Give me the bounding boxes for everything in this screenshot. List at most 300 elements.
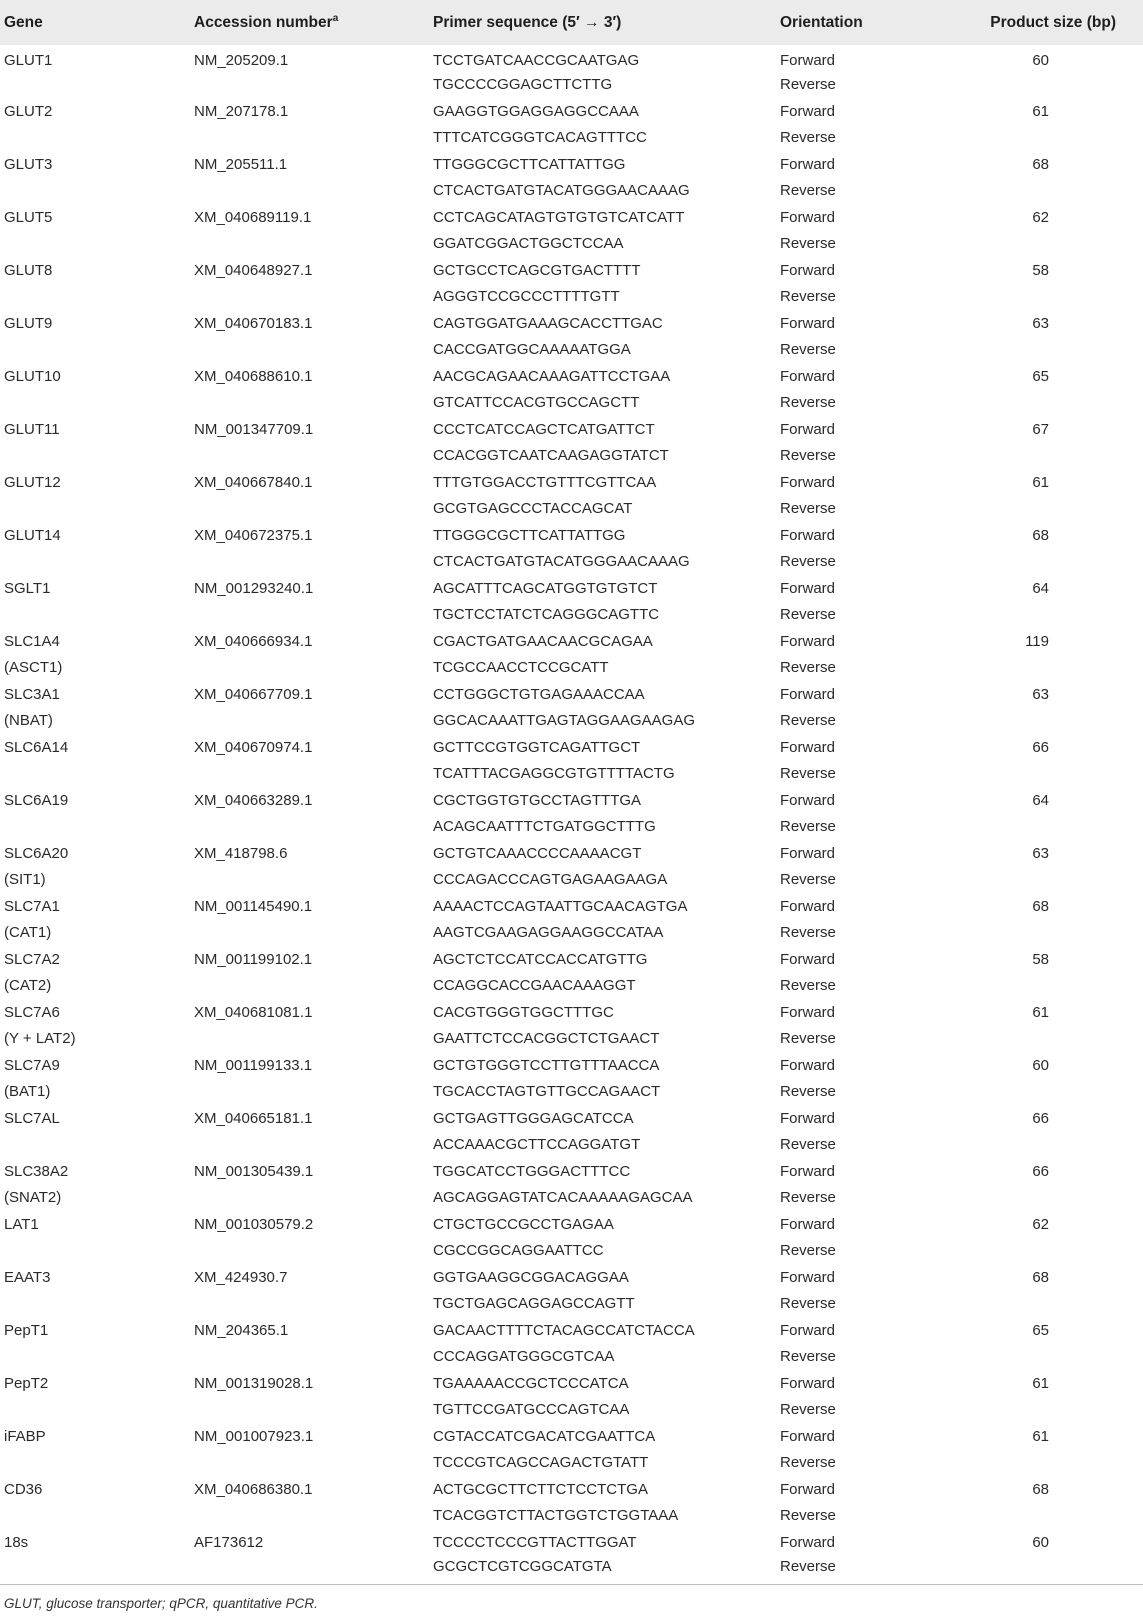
table-row-forward	[0, 1264, 1143, 1291]
gene-alias	[0, 549, 190, 576]
product-size-empty	[946, 867, 1143, 894]
accession-number: NM_001007923.1	[194, 1427, 314, 1445]
table-row-reverse	[0, 284, 1143, 311]
reverse-primer: TCGCCAACCTCCGCATT	[433, 659, 609, 677]
orientation-reverse: Reverse	[780, 553, 836, 571]
orientation-forward: Forward	[780, 1374, 836, 1392]
forward-primer: GCTGCCTCAGCGTGACTTTT	[433, 261, 641, 279]
product-size-empty	[946, 920, 1143, 947]
reverse-primer: CCCAGGATGGGCGTCAA	[433, 1348, 615, 1366]
table-row-reverse	[0, 337, 1143, 364]
product-size: 60	[1032, 1533, 1049, 1551]
table-bottom-rule	[0, 1584, 1143, 1585]
product-size-empty	[946, 1450, 1143, 1477]
table-row-forward	[0, 787, 1143, 814]
forward-primer: TGAAAAACCGCTCCCATCA	[433, 1374, 629, 1392]
product-size: 63	[1032, 314, 1049, 332]
orientation-reverse: Reverse	[780, 394, 836, 412]
product-size-empty	[946, 231, 1143, 258]
gene-name: GLUT3	[4, 155, 53, 173]
accession-empty	[190, 1238, 429, 1265]
table-row-forward	[0, 628, 1143, 655]
reverse-primer: CCACGGTCAATCAAGAGGTATCT	[433, 447, 669, 465]
table-row-reverse	[0, 1556, 1143, 1583]
orientation-reverse: Reverse	[780, 871, 836, 889]
accession-empty	[190, 125, 429, 152]
accession-empty	[190, 655, 429, 682]
orientation-forward: Forward	[780, 685, 836, 703]
accession-empty	[190, 231, 429, 258]
orientation-forward: Forward	[780, 1533, 836, 1551]
gene-name: SLC3A1	[4, 685, 60, 703]
table-row-reverse	[0, 231, 1143, 258]
gene-alias	[0, 125, 190, 152]
accession-empty	[190, 390, 429, 417]
gene-name: 18s	[4, 1533, 29, 1551]
orientation-forward: Forward	[780, 208, 836, 226]
header-product-size: Product size (bp)	[990, 13, 1116, 31]
table-row-reverse	[0, 761, 1143, 788]
orientation-forward: Forward	[780, 1215, 836, 1233]
table-row-reverse	[0, 920, 1143, 947]
orientation-forward: Forward	[780, 1003, 836, 1021]
accession-number: XM_040666934.1	[194, 632, 313, 650]
accession-empty	[190, 1450, 429, 1477]
gene-alias	[0, 1291, 190, 1318]
gene-alias	[0, 1397, 190, 1424]
orientation-forward: Forward	[780, 738, 836, 756]
product-size: 60	[1032, 1056, 1049, 1074]
orientation-forward: Forward	[780, 791, 836, 809]
product-size: 61	[1032, 1427, 1049, 1445]
accession-number: XM_040663289.1	[194, 791, 313, 809]
reverse-primer: TGCACCTAGTGTTGCCAGAACT	[433, 1083, 661, 1101]
product-size-empty	[946, 1291, 1143, 1318]
header-accession: Accession number$^a$	[194, 12, 339, 31]
orientation-reverse: Reverse	[780, 500, 836, 518]
reverse-primer: TGCTGAGCAGGAGCCAGTT	[433, 1295, 635, 1313]
accession-number: XM_040670183.1	[194, 314, 313, 332]
forward-primer: AGCATTTCAGCATGGTGTGTCT	[433, 579, 658, 597]
orientation-reverse: Reverse	[780, 765, 836, 783]
gene-alias	[0, 231, 190, 258]
product-size: 61	[1032, 473, 1049, 491]
forward-primer: TTGGGCGCTTCATTATTGG	[433, 155, 626, 173]
reverse-primer: ACAGCAATTTCTGATGGCTTTG	[433, 818, 656, 836]
product-size-empty	[946, 178, 1143, 205]
table-row-reverse	[0, 708, 1143, 735]
accession-number: NM_207178.1	[194, 102, 289, 120]
product-size: 61	[1032, 1374, 1049, 1392]
product-size-empty	[946, 549, 1143, 576]
orientation-reverse: Reverse	[780, 1348, 836, 1366]
gene-name: GLUT5	[4, 208, 53, 226]
gene-name: GLUT2	[4, 102, 53, 120]
table-row-forward	[0, 1476, 1143, 1503]
header-primer-sequence: Primer sequence (5′ → 3′)	[433, 13, 622, 31]
reverse-primer: CGCCGGCAGGAATTCC	[433, 1242, 604, 1260]
product-size: 66	[1032, 1162, 1049, 1180]
accession-empty	[190, 178, 429, 205]
orientation-reverse: Reverse	[780, 1401, 836, 1419]
orientation-reverse: Reverse	[780, 1295, 836, 1313]
orientation-forward: Forward	[780, 1056, 836, 1074]
gene-alias	[0, 1344, 190, 1371]
table-row-forward	[0, 310, 1143, 337]
product-size-empty	[946, 337, 1143, 364]
gene-alias	[0, 1450, 190, 1477]
gene-alias	[0, 1238, 190, 1265]
orientation-reverse: Reverse	[780, 1507, 836, 1525]
reverse-primer: GAATTCTCCACGGCTCTGAACT	[433, 1030, 660, 1048]
product-size-empty	[946, 1026, 1143, 1053]
table-row-forward	[0, 1052, 1143, 1079]
table-row-reverse	[0, 443, 1143, 470]
accession-empty	[190, 1185, 429, 1212]
table-row-forward	[0, 681, 1143, 708]
orientation-reverse: Reverse	[780, 1189, 836, 1207]
forward-primer: CAGTGGATGAAAGCACCTTGAC	[433, 314, 663, 332]
forward-primer: TTTGTGGACCTGTTTCGTTCAA	[433, 473, 657, 491]
table-row-forward	[0, 1370, 1143, 1397]
product-size: 66	[1032, 1109, 1049, 1127]
table-row-forward	[0, 1423, 1143, 1450]
table-row-forward	[0, 1211, 1143, 1238]
table-row-reverse	[0, 496, 1143, 523]
orientation-forward: Forward	[780, 51, 836, 69]
gene-name: GLUT1	[4, 51, 53, 69]
table-row-reverse	[0, 973, 1143, 1000]
forward-primer: TTGGGCGCTTCATTATTGG	[433, 526, 626, 544]
accession-empty	[190, 761, 429, 788]
reverse-primer: CTCACTGATGTACATGGGAACAAAG	[433, 553, 690, 571]
forward-primer: CCTCAGCATAGTGTGTGTCATCATT	[433, 208, 685, 226]
orientation-reverse: Reverse	[780, 288, 836, 306]
reverse-primer: AGGGTCCGCCCTTTTGTT	[433, 288, 620, 306]
gene-alias	[0, 284, 190, 311]
orientation-reverse: Reverse	[780, 924, 836, 942]
orientation-reverse: Reverse	[780, 1242, 836, 1260]
table-row-reverse	[0, 1026, 1143, 1053]
accession-number: XM_418798.6	[194, 844, 288, 862]
accession-number: NM_001199102.1	[194, 950, 313, 968]
accession-number: NM_205511.1	[194, 155, 288, 173]
accession-number: XM_424930.7	[194, 1268, 288, 1286]
accession-number: XM_040648927.1	[194, 261, 313, 279]
product-size-empty	[946, 655, 1143, 682]
forward-primer: AGCTCTCCATCCACCATGTTG	[433, 950, 648, 968]
accession-number: XM_040665181.1	[194, 1109, 313, 1127]
table-row-reverse	[0, 1132, 1143, 1159]
table-row-reverse	[0, 1450, 1143, 1477]
gene-name: EAAT3	[4, 1268, 51, 1286]
gene-alias	[0, 761, 190, 788]
product-size: 67	[1032, 420, 1049, 438]
orientation-reverse: Reverse	[780, 1083, 836, 1101]
reverse-primer: TGTTCCGATGCCCAGTCAA	[433, 1401, 630, 1419]
accession-empty	[190, 1079, 429, 1106]
forward-primer: CGTACCATCGACATCGAATTCA	[433, 1427, 656, 1445]
product-size-empty	[946, 973, 1143, 1000]
orientation-reverse: Reverse	[780, 977, 836, 995]
accession-empty	[190, 973, 429, 1000]
reverse-primer: CCAGGCACCGAACAAAGGT	[433, 977, 636, 995]
forward-primer: AACGCAGAACAAAGATTCCTGAA	[433, 367, 671, 385]
table-row-forward	[0, 840, 1143, 867]
gene-alias	[0, 337, 190, 364]
accession-empty	[190, 496, 429, 523]
gene-alias: (BAT1)	[4, 1083, 51, 1101]
orientation-forward: Forward	[780, 155, 836, 173]
orientation-reverse: Reverse	[780, 76, 836, 94]
forward-primer: CTGCTGCCGCCTGAGAA	[433, 1215, 614, 1233]
product-size-empty	[946, 125, 1143, 152]
forward-primer: TCCCCTCCCGTTACTTGGAT	[433, 1533, 637, 1551]
orientation-forward: Forward	[780, 1427, 836, 1445]
reverse-primer: CTCACTGATGTACATGGGAACAAAG	[433, 182, 690, 200]
orientation-forward: Forward	[780, 314, 836, 332]
product-size: 66	[1032, 738, 1049, 756]
orientation-reverse: Reverse	[780, 1030, 836, 1048]
table-row-reverse	[0, 390, 1143, 417]
accession-empty	[190, 602, 429, 629]
table-row-reverse	[0, 814, 1143, 841]
forward-primer: CGACTGATGAACAACGCAGAA	[433, 632, 653, 650]
orientation-reverse: Reverse	[780, 659, 836, 677]
gene-alias: (ASCT1)	[4, 659, 63, 677]
product-size: 62	[1032, 208, 1049, 226]
product-size-empty	[946, 1079, 1143, 1106]
accession-empty	[190, 1556, 429, 1583]
orientation-forward: Forward	[780, 367, 836, 385]
table-row-reverse	[0, 1344, 1143, 1371]
product-size: 61	[1032, 1003, 1049, 1021]
product-size-empty	[946, 1132, 1143, 1159]
forward-primer: GACAACTTTTCTACAGCCATCTACCA	[433, 1321, 695, 1339]
orientation-reverse: Reverse	[780, 235, 836, 253]
orientation-forward: Forward	[780, 526, 836, 544]
orientation-forward: Forward	[780, 420, 836, 438]
table-row-reverse	[0, 549, 1143, 576]
orientation-forward: Forward	[780, 632, 836, 650]
accession-number: XM_040688610.1	[194, 367, 313, 385]
product-size-empty	[946, 1185, 1143, 1212]
table-row-reverse	[0, 1185, 1143, 1212]
accession-number: NM_001305439.1	[194, 1162, 314, 1180]
table-row-forward	[0, 416, 1143, 443]
table-footnote: GLUT, glucose transporter; qPCR, quantitative PCR.	[4, 1596, 318, 1611]
gene-name: GLUT8	[4, 261, 53, 279]
table-row-forward	[0, 575, 1143, 602]
table-row-forward	[0, 98, 1143, 125]
orientation-forward: Forward	[780, 1268, 836, 1286]
accession-empty	[190, 549, 429, 576]
table-row-forward	[0, 151, 1143, 178]
gene-name: PepT1	[4, 1321, 49, 1339]
accession-empty	[190, 72, 429, 99]
product-size-empty	[946, 1344, 1143, 1371]
orientation-reverse: Reverse	[780, 129, 836, 147]
orientation-reverse: Reverse	[780, 606, 836, 624]
table-row-forward	[0, 893, 1143, 920]
product-size: 119	[1025, 632, 1049, 650]
gene-name: SGLT1	[4, 579, 51, 597]
accession-empty	[190, 708, 429, 735]
accession-number: NM_001145490.1	[194, 897, 313, 915]
orientation-forward: Forward	[780, 897, 836, 915]
accession-empty	[190, 284, 429, 311]
reverse-primer: CACCGATGGCAAAAATGGA	[433, 341, 631, 359]
product-size: 63	[1032, 685, 1049, 703]
gene-name: SLC6A20	[4, 844, 69, 862]
forward-primer: GCTTCCGTGGTCAGATTGCT	[433, 738, 641, 756]
accession-empty	[190, 1397, 429, 1424]
accession-number: XM_040681081.1	[194, 1003, 313, 1021]
gene-alias	[0, 390, 190, 417]
table-row-forward	[0, 999, 1143, 1026]
reverse-primer: GCGCTCGTCGGCATGTA	[433, 1558, 612, 1576]
table-row-forward	[0, 1105, 1143, 1132]
reverse-primer: AGCAGGAGTATCACAAAAAGAGCAA	[433, 1189, 693, 1207]
table-row-reverse	[0, 1397, 1143, 1424]
table-row-reverse	[0, 1079, 1143, 1106]
product-size-empty	[946, 602, 1143, 629]
reverse-primer: AAGTCGAAGAGGAAGGCCATAA	[433, 924, 664, 942]
reverse-primer: GGATCGGACTGGCTCCAA	[433, 235, 624, 253]
table-row-forward	[0, 204, 1143, 231]
orientation-reverse: Reverse	[780, 447, 836, 465]
orientation-reverse: Reverse	[780, 818, 836, 836]
table-row-forward	[0, 363, 1143, 390]
accession-empty	[190, 814, 429, 841]
product-size: 62	[1032, 1215, 1049, 1233]
product-size: 68	[1032, 155, 1049, 173]
orientation-forward: Forward	[780, 1162, 836, 1180]
reverse-primer: TTTCATCGGGTCACAGTTTCC	[433, 129, 647, 147]
orientation-forward: Forward	[780, 1321, 836, 1339]
forward-primer: GGTGAAGGCGGACAGGAA	[433, 1268, 629, 1286]
gene-name: GLUT12	[4, 473, 61, 491]
table-row-reverse	[0, 125, 1143, 152]
product-size: 61	[1032, 102, 1049, 120]
table-row-forward	[0, 469, 1143, 496]
table-row-reverse	[0, 867, 1143, 894]
table-row-forward	[0, 1529, 1143, 1556]
orientation-reverse: Reverse	[780, 1558, 836, 1576]
forward-primer: GCTGAGTTGGGAGCATCCA	[433, 1109, 634, 1127]
gene-name: SLC6A14	[4, 738, 69, 756]
accession-number: NM_001347709.1	[194, 420, 314, 438]
gene-name: GLUT10	[4, 367, 61, 385]
product-size-empty	[946, 390, 1143, 417]
gene-name: GLUT9	[4, 314, 53, 332]
gene-name: GLUT14	[4, 526, 61, 544]
orientation-forward: Forward	[780, 473, 836, 491]
accession-empty	[190, 1503, 429, 1530]
accession-number: XM_040689119.1	[194, 208, 312, 226]
forward-primer: GCTGTGGGTCCTTGTTTAACCA	[433, 1056, 660, 1074]
gene-name: iFABP	[4, 1427, 46, 1445]
orientation-reverse: Reverse	[780, 1136, 836, 1154]
gene-name: SLC7A2	[4, 950, 60, 968]
accession-number: XM_040686380.1	[194, 1480, 313, 1498]
gene-alias	[0, 1503, 190, 1530]
accession-number: NM_001319028.1	[194, 1374, 314, 1392]
footnote-marker: a	[332, 12, 339, 24]
product-size: 68	[1032, 1480, 1049, 1498]
gene-name: CD36	[4, 1480, 43, 1498]
gene-alias	[0, 1556, 190, 1583]
accession-number: NM_205209.1	[194, 51, 289, 69]
table-row-forward	[0, 257, 1143, 284]
gene-alias	[0, 814, 190, 841]
table-row-reverse	[0, 602, 1143, 629]
reverse-primer: TCATTTACGAGGCGTGTTTTACTG	[433, 765, 675, 783]
gene-alias	[0, 496, 190, 523]
gene-alias: (CAT1)	[4, 924, 52, 942]
accession-number: NM_204365.1	[194, 1321, 289, 1339]
product-size: 64	[1032, 579, 1049, 597]
table-row-forward	[0, 45, 1143, 72]
accession-number: NM_001030579.2	[194, 1215, 314, 1233]
table-row-forward	[0, 522, 1143, 549]
orientation-forward: Forward	[780, 1480, 836, 1498]
table-body	[0, 45, 1143, 1582]
product-size: 65	[1032, 367, 1049, 385]
reverse-primer: TCCCGTCAGCCAGACTGTATT	[433, 1454, 649, 1472]
gene-alias: (SNAT2)	[4, 1189, 62, 1207]
gene-alias	[0, 1132, 190, 1159]
gene-name: SLC6A19	[4, 791, 69, 809]
accession-empty	[190, 337, 429, 364]
reverse-primer: GGCACAAATTGAGTAGGAAGAAGAG	[433, 712, 695, 730]
gene-alias: (SIT1)	[4, 871, 46, 889]
forward-primer: TGGCATCCTGGGACTTTCC	[433, 1162, 631, 1180]
forward-primer: CACGTGGGTGGCTTTGC	[433, 1003, 614, 1021]
product-size-empty	[946, 708, 1143, 735]
orientation-forward: Forward	[780, 1109, 836, 1127]
gene-name: SLC7AL	[4, 1109, 60, 1127]
accession-number: XM_040667709.1	[194, 685, 313, 703]
orientation-reverse: Reverse	[780, 712, 836, 730]
forward-primer: CCTGGGCTGTGAGAAACCAA	[433, 685, 645, 703]
table-row-reverse	[0, 1291, 1143, 1318]
table-row-forward	[0, 734, 1143, 761]
gene-alias	[0, 602, 190, 629]
product-size: 68	[1032, 897, 1049, 915]
accession-empty	[190, 920, 429, 947]
forward-primer: CCCTCATCCAGCTCATGATTCT	[433, 420, 655, 438]
header-orientation: Orientation	[780, 13, 863, 31]
table-row-reverse	[0, 655, 1143, 682]
table-row-forward	[0, 1158, 1143, 1185]
accession-empty	[190, 1026, 429, 1053]
accession-number: NM_001293240.1	[194, 579, 314, 597]
reverse-primer: ACCAAACGCTTCCAGGATGT	[433, 1136, 641, 1154]
header-gene: Gene	[4, 13, 43, 31]
product-size-empty	[946, 1397, 1143, 1424]
table-row-reverse	[0, 178, 1143, 205]
accession-empty	[190, 867, 429, 894]
product-size: 60	[1032, 51, 1049, 69]
reverse-primer: TCACGGTCTTACTGGTCTGGTAAA	[433, 1507, 679, 1525]
gene-alias: (Y + LAT2)	[4, 1030, 76, 1048]
orientation-forward: Forward	[780, 579, 836, 597]
product-size-empty	[946, 1503, 1143, 1530]
table-row-reverse	[0, 1503, 1143, 1530]
forward-primer: GCTGTCAAACCCCAAAACGT	[433, 844, 642, 862]
table-row-reverse	[0, 72, 1143, 99]
